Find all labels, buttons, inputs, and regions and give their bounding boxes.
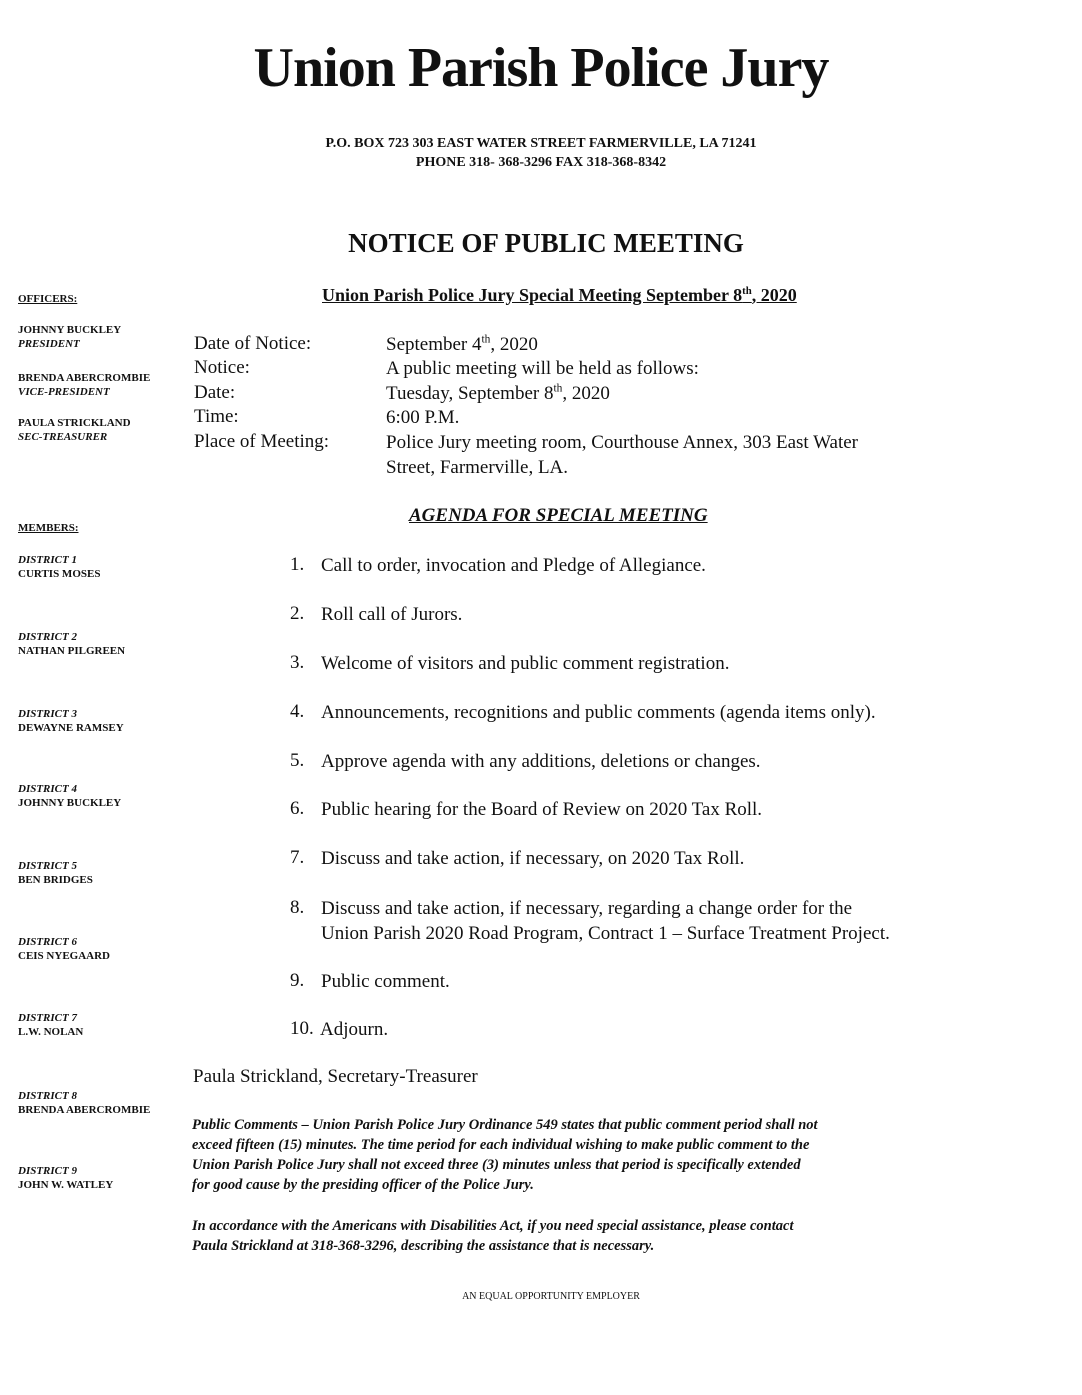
date-of-notice-year: , 2020	[490, 334, 538, 355]
agenda-item-number: 2.	[290, 603, 305, 624]
member-district: DISTRICT 5	[18, 860, 77, 872]
public-comments-note-line: for good cause by the presiding officer of the Police Jury.	[192, 1177, 534, 1193]
officers-heading: OFFICERS:	[18, 293, 78, 305]
agenda-item-text-continued: Union Parish 2020 Road Program, Contract 1 – Surface Treatment Project.	[321, 923, 890, 944]
agenda-item-text: Approve agenda with any additions, deletions or changes.	[321, 751, 761, 772]
notice-title: NOTICE OF PUBLIC MEETING	[348, 228, 744, 258]
member-district: DISTRICT 7	[18, 1012, 77, 1024]
member-name: JOHNNY BUCKLEY	[18, 797, 122, 809]
signature-line: Paula Strickland, Secretary-Treasurer	[193, 1066, 478, 1087]
agenda-item-text: Announcements, recognitions and public comments (agenda items only).	[321, 702, 876, 723]
officer-name: PAULA STRICKLAND	[18, 417, 131, 429]
address-line: P.O. BOX 723 303 EAST WATER STREET FARMERVILLE, LA 71241	[325, 136, 757, 151]
agenda-item-text: Welcome of visitors and public comment registration.	[321, 653, 730, 674]
date-text: Tuesday, September 8	[386, 383, 554, 404]
time-value: 6:00 P.M.	[386, 407, 460, 428]
agenda-item-text: Discuss and take action, if necessary, regarding a change order for the	[321, 898, 853, 919]
date-year: , 2020	[562, 383, 610, 404]
ordinal-suffix: th	[742, 285, 752, 297]
member-name: CEIS NYEGAARD	[18, 950, 110, 962]
date-label: Date:	[194, 382, 236, 403]
member-name: BEN BRIDGES	[18, 874, 93, 886]
agenda-item-text: Adjourn.	[320, 1019, 389, 1040]
officer-name: BRENDA ABERCROMBIE	[18, 372, 151, 384]
ada-note-line: In accordance with the Americans with Disabilities Act, if you need special assistance, please contact	[192, 1218, 794, 1234]
date-value	[386, 382, 946, 407]
member-district: DISTRICT 2	[18, 631, 77, 643]
date-of-notice-text: September 4	[386, 334, 482, 355]
footer-text: AN EQUAL OPPORTUNITY EMPLOYER	[462, 1291, 640, 1302]
date-of-notice-label: Date of Notice:	[194, 333, 312, 354]
organization-title: Union Parish Police Jury	[253, 37, 829, 99]
agenda-item-number: 3.	[290, 652, 305, 673]
place-line-2: Street, Farmerville, LA.	[386, 457, 569, 478]
meeting-heading-text: Union Parish Police Jury Special Meeting September 8	[322, 285, 743, 305]
member-name: BRENDA ABERCROMBIE	[18, 1104, 151, 1116]
member-district: DISTRICT 6	[18, 936, 77, 948]
date-of-notice-value	[386, 333, 946, 358]
member-district: DISTRICT 3	[18, 708, 77, 720]
agenda-item-number: 7.	[290, 847, 305, 868]
agenda-item-text: Public comment.	[321, 971, 450, 992]
member-name: L.W. NOLAN	[18, 1026, 84, 1038]
public-comments-note-line: exceed fifteen (15) minutes. The time period for each individual wishing to make public comment to the	[192, 1137, 810, 1153]
member-district: DISTRICT 1	[18, 554, 77, 566]
member-district: DISTRICT 9	[18, 1165, 77, 1177]
agenda-item-number: 5.	[290, 750, 305, 771]
member-district: DISTRICT 8	[18, 1090, 77, 1102]
public-comments-note-line: Public Comments – Union Parish Police Jury Ordinance 549 states that public comment period shall not	[192, 1117, 818, 1133]
place-line-1: Police Jury meeting room, Courthouse Annex, 303 East Water	[386, 432, 858, 453]
phone-fax-line: PHONE 318- 368-3296 FAX 318-368-8342	[415, 155, 667, 170]
meeting-heading	[322, 285, 797, 306]
agenda-item-text: Discuss and take action, if necessary, on 2020 Tax Roll.	[321, 848, 745, 869]
member-name: CURTIS MOSES	[18, 568, 101, 580]
agenda-item-text: Call to order, invocation and Pledge of Allegiance.	[321, 555, 706, 576]
agenda-item-number: 4.	[290, 701, 305, 722]
place-label: Place of Meeting:	[194, 431, 330, 452]
member-name: DEWAYNE RAMSEY	[18, 722, 124, 734]
agenda-item-number: 6.	[290, 798, 305, 819]
public-comments-note-line: Union Parish Police Jury shall not exceed three (3) minutes unless that period is specifically extended	[192, 1157, 801, 1173]
member-name: JOHN W. WATLEY	[18, 1179, 114, 1191]
agenda-item-number: 1.	[290, 554, 305, 575]
meeting-heading-year: , 2020	[751, 285, 797, 305]
agenda-item-number: 9.	[290, 970, 305, 991]
officer-name: JOHNNY BUCKLEY	[18, 324, 122, 336]
ada-note-line: Paula Strickland at 318-368-3296, describing the assistance that is necessary.	[192, 1238, 655, 1254]
member-name: NATHAN PILGREEN	[18, 645, 126, 657]
notice-label: Notice:	[194, 357, 250, 378]
members-heading: MEMBERS:	[18, 522, 79, 534]
ordinal-suffix: th	[481, 333, 491, 346]
ordinal-suffix: th	[553, 382, 563, 395]
officer-title: SEC-TREASURER	[18, 431, 108, 443]
notice-value: A public meeting will be held as follows:	[386, 358, 699, 379]
agenda-heading: AGENDA FOR SPECIAL MEETING	[409, 505, 708, 526]
time-label: Time:	[194, 406, 239, 427]
member-district: DISTRICT 4	[18, 783, 77, 795]
agenda-item-text: Public hearing for the Board of Review on 2020 Tax Roll.	[321, 799, 763, 820]
agenda-item-number: 8.	[290, 897, 305, 918]
agenda-item-text: Roll call of Jurors.	[321, 604, 463, 625]
officer-title: VICE-PRESIDENT	[18, 386, 110, 398]
officer-title: PRESIDENT	[18, 338, 80, 350]
agenda-item-number: 10.	[290, 1018, 314, 1039]
